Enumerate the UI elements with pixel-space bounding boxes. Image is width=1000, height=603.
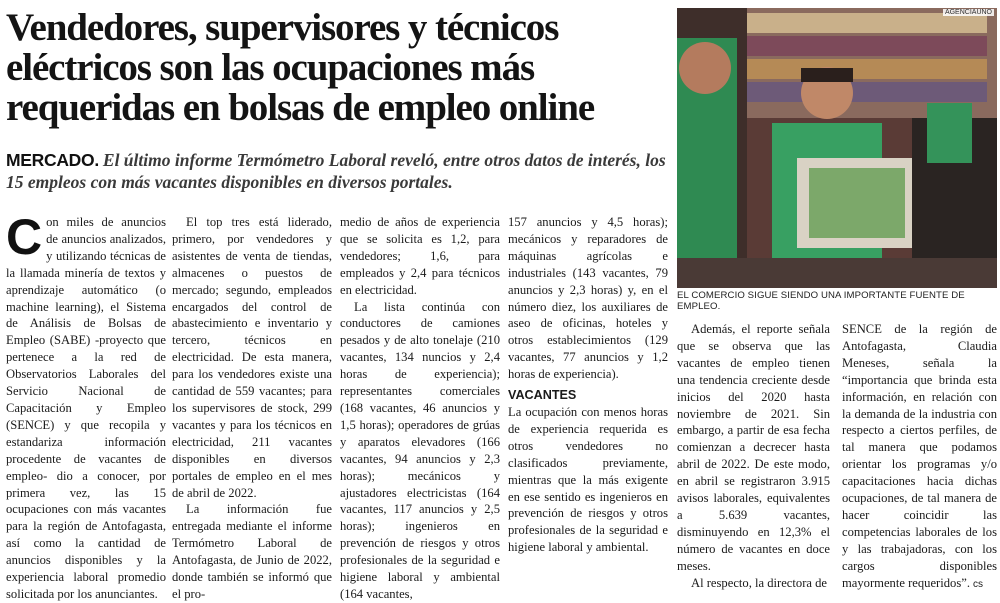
photo-caption: EL COMERCIO SIGUE SIENDO UNA IMPORTANTE FUENTE DE EMPLEO.: [677, 290, 965, 312]
paragraph-text: on miles de anuncios de anuncios analizados, y utilizando técnicas de la llamada minería de textos y aprendizaje automático (o machine learning), el Sistema de Análisis de Bolsas de Empleo (SABE) -proyecto que pertenece a la red de Observatorios Laborales del Servicio Nacional de Capacitación y Empleo (SENCE) y que recopila y estandariza información procedente de vacantes de empleo- dio a conocer, por primera vez, las 15 ocupaciones con más vacantes para la región de Antofagasta, así como la cantidad de anuncios disponibles y la experiencia laboral promedio solicitada por los anunciantes.: [6, 215, 166, 601]
paragraph: 157 anuncios y 4,5 horas); mecánicos y reparadores de máquinas agrícolas e industriales (143 vacantes, 79 anuncios y 2,3 horas) y, en el número diez, los auxiliares de aseo de oficinas, hoteles y otros establecimientos (129 vacantes, 77 anuncios y 1,2 horas de experiencia).: [508, 215, 668, 382]
lead-text: El último informe Termómetro Laboral reveló, entre otros datos de interés, los 15 empleos con más vacantes disponibles en diversos portales.: [6, 150, 666, 192]
paragraph: medio de años de experiencia que se solicita es 1,2, para vendedores; 1,6, para empleados y 2,4 para técnicos en electricidad.: [340, 215, 500, 297]
column-5: [677, 321, 830, 592]
photo-credit: AGENCIAUNO: [944, 9, 992, 16]
paragraph-text: SENCE de la región de Antofagasta, Claudia Meneses, señala la “importancia que brinda esta información, en relación con la demanda de la industria con respecto a ciertos perfiles, de tal manera que podamos orientar los programas y/o capacitaciones hacia dichas ocupaciones, de tal manera de hacer coincidir las competencias laborales de los y las trabajadoras, con los cargos disponibles mayormente requeridos”.: [842, 322, 997, 590]
paragraph: La lista continúa con conductores de camiones pesados y de alto tonelaje (210 vacantes, 134 nuncios y 2,4 horas de experiencia); representantes comerciales (168 vacantes, 46 anuncios y 1,5 horas); operadores de grúas y aparatos elevadores (166 vacantes, 94 anuncios y 2,3 horas); mecánicos y ajustadores electricistas (164 vacantes, 117 anuncios y 2,5 horas); ingenieros en prevención de riesgos y otros profesionales de la seguridad e higiene laboral y ambiental (164 vacantes,: [340, 299, 500, 601]
end-mark: cs: [973, 578, 983, 590]
lead-paragraph: [6, 149, 666, 193]
photo-illustration: [677, 8, 997, 288]
column-6: [842, 321, 997, 594]
paragraph: La información fue entregada mediante el informe Termómetro Laboral de Antofagasta, de Junio de 2022, donde también se informó que el pro-: [172, 502, 332, 601]
section-heading: VACANTES: [508, 388, 577, 403]
column-2: [172, 214, 332, 603]
column-1: [6, 209, 166, 603]
drop-cap: C: [6, 209, 43, 265]
paragraph: Además, el reporte señala que se observa que las vacantes de empleo tienen una tendencia creciente desde inicios del 2020 hasta noviembre de 2021. Sin embargo, a partir de esa fecha comienzan a decrecer hasta abril de 2022. De este modo, en abril se registraron 3.915 avisos laborales, equivalentes a 5.639 vacantes, disminuyendo en 12,3% el número de vacantes en doce meses.: [677, 322, 830, 573]
column-4: [508, 214, 668, 556]
paragraph: Al respecto, la directora de: [691, 575, 828, 590]
article-photo: [677, 8, 997, 288]
paragraph: [6, 209, 166, 603]
paragraph: La ocupación con menos horas de experiencia requerida es otros vendedores no clasificados previamente, mientras que la más exigente en ese sentido es ingenieros en prevención de riesgos y otros profesionales de la seguridad e higiene laboral y ambiental.: [508, 404, 668, 555]
headline: Vendedores, supervisores y técnicos eléctricos son las ocupaciones más requeridas en bolsas de empleo online: [6, 6, 595, 129]
column-3: [340, 214, 500, 603]
lead-kicker: MERCADO.: [6, 150, 99, 170]
paragraph: El top tres está liderado, primero, por vendedores y asistentes de venta de tiendas, almacenes o puestos de mercado; segundo, empleados encargados del control de abastecimiento e inventario y tercero, técnicos en electricidad. De esta manera, para los vendedores existe una cantidad de 559 vacantes; para los supervisores de stock, 299 vacantes y para los técnicos en electricidad, 211 vacantes disponibles en diversos portales de empleo en el mes de abril de 2022.: [172, 215, 332, 500]
paragraph: [842, 321, 997, 594]
